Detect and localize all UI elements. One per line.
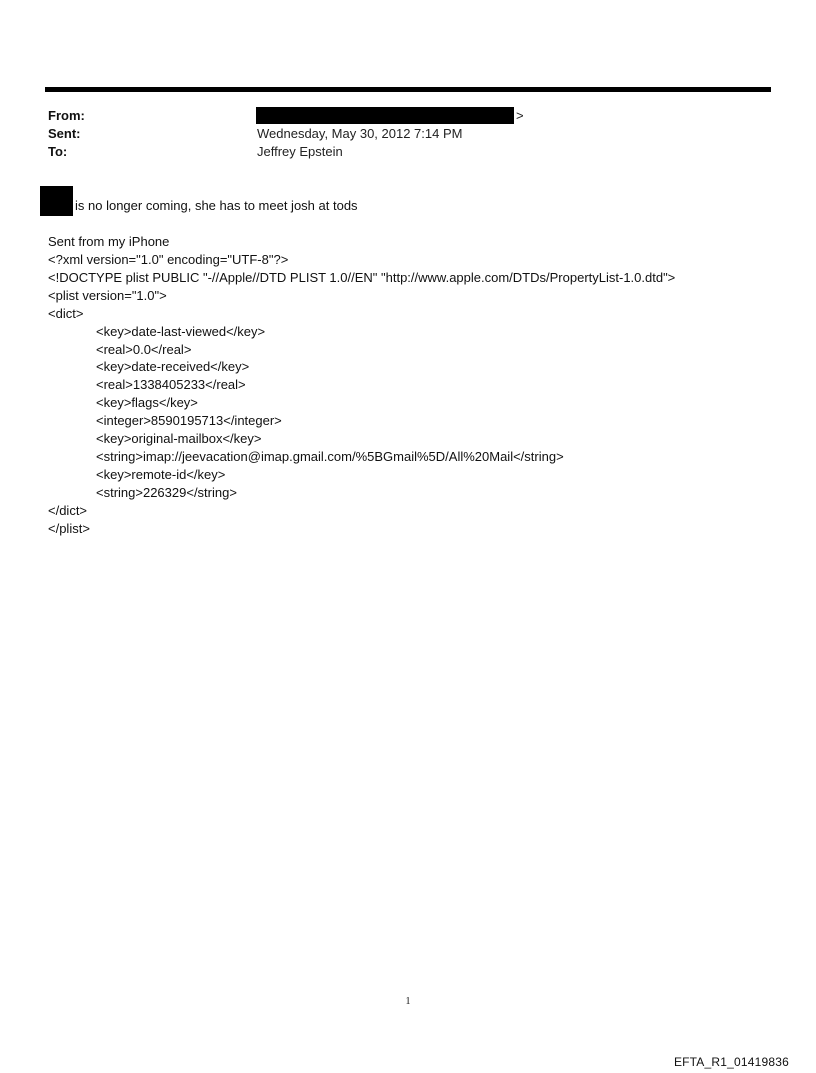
to-value: Jeffrey Epstein xyxy=(257,144,343,159)
plist-line: <key>date-last-viewed</key> xyxy=(96,323,266,339)
plist-line: <!DOCTYPE plist PUBLIC "-//Apple//DTD PLIST 1.0//EN" "http://www.apple.com/DTDs/PropertyList-1.0.dtd"> xyxy=(48,269,676,285)
to-label: To: xyxy=(48,144,68,159)
from-value: > xyxy=(516,108,524,123)
plist-line: <real>1338405233</real> xyxy=(96,377,246,393)
plist-line: <string>226329</string> xyxy=(96,484,237,500)
plist-line: </plist> xyxy=(48,520,90,536)
plist-line: <key>remote-id</key> xyxy=(96,466,226,482)
body-redaction xyxy=(40,186,73,216)
plist-line: <key>original-mailbox</key> xyxy=(96,431,262,446)
plist-line: <dict> xyxy=(48,305,84,321)
signature-line: Sent from my iPhone xyxy=(48,234,170,249)
plist-line: <plist version="1.0"> xyxy=(48,287,167,303)
from-redaction xyxy=(256,107,514,124)
bates-number: EFTA_R1_01419836 xyxy=(673,1055,789,1069)
plist-line: <key>flags</key> xyxy=(96,395,198,411)
sent-label: Sent: xyxy=(48,126,81,141)
sent-value: Wednesday, May 30, 2012 7:14 PM xyxy=(257,126,463,141)
plist-line: <real>0.0</real> xyxy=(96,341,192,357)
plist-line: <?xml version="1.0" encoding="UTF-8"?> xyxy=(48,252,289,267)
plist-line: <string>imap://jeevacation@imap.gmail.com/%5BGmail%5D/All%20Mail</string> xyxy=(96,448,564,464)
from-label: From: xyxy=(48,108,85,123)
message-text: is no longer coming, she has to meet josh at tods xyxy=(75,198,358,213)
plist-line: <integer>8590195713</integer> xyxy=(96,413,282,429)
page-number: 1 xyxy=(405,996,411,1007)
plist-line: <key>date-received</key> xyxy=(96,359,250,375)
header-rule xyxy=(45,87,771,92)
plist-line: </dict> xyxy=(48,502,88,518)
